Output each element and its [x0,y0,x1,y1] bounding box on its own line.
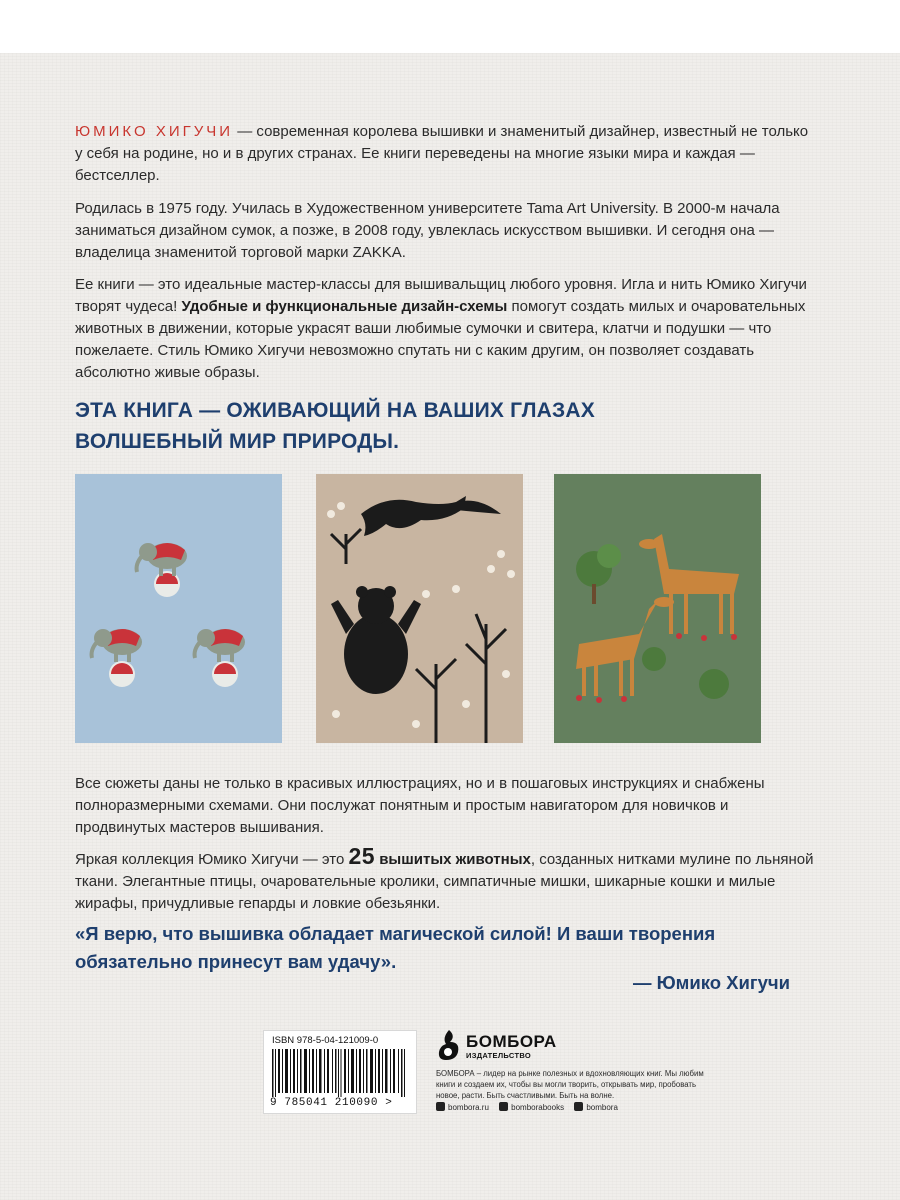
books-text-1: Ее книги — это идеальные мастер-классы для вышивальщиц любого уровня. Игла и нить Юмико Хигучи творят чудеса! [75,276,807,315]
telegram-icon [574,1102,583,1111]
headline-line-1: ЭТА КНИГА — ОЖИВАЮЩИЙ НА ВАШИХ ГЛАЗАХ [75,399,595,422]
books-bold: Удобные и функциональные дизайн-схемы [181,298,508,315]
publisher-subtitle: ИЗДАТЕЛЬСТВО [466,1051,531,1060]
collection-bold: вышитых животных [375,851,531,868]
publisher-social-links [436,1102,626,1112]
intro-paragraph [75,121,815,187]
barcode-digits: 9 785041 210090 > [270,1097,393,1109]
author-name: ЮМИКО ХИГУЧИ [75,123,234,140]
collection-text-1: Яркая коллекция Юмико Хигучи — это [75,851,349,868]
elephants-embroidery-image [75,474,282,743]
collection-number: 25 [348,843,376,869]
headline [75,395,835,457]
quote-line-2: обязательно принесут вам удачу». [75,951,397,972]
photo-giraffes [554,474,761,743]
intro-text: — современная королева вышивки и знаменитый дизайнер, известный не только у себя на родине, но и в других странах. Ее книги переведены на многие языки мира и каждая — бестселлер. [75,123,809,184]
photo-fox-bear [316,474,523,743]
bombora-logo-icon [436,1028,462,1062]
books-text-2: помогут создать милых и очаровательных животных в движении, которые украсят ваши любимые сумочки и свитера, клатчи и подушки — что пожелаете. Стиль Юмико Хигучи невозможно спутать ни с каким другим, он позволяет создавать абсолютно живые образы. [75,298,806,381]
fox-bear-embroidery-image [316,474,523,743]
photo-bg-1 [75,474,282,743]
instagram-icon [436,1102,445,1111]
bio-paragraph: Родилась в 1975 году. Училась в Художественном университете Tama Art University. В 2000-м начала заниматься дизайном сумок, а позже, в 2008 году, увлеклась искусством вышивки. И сегодня она — владелица знаменитой торговой марки ZAKKA. [75,200,780,261]
isbn-barcode-block [263,1030,417,1114]
publisher-name: БОМБОРА [466,1032,557,1051]
barcode-bars [272,1049,408,1097]
photo-elephants [75,474,282,743]
books-paragraph [75,274,815,384]
social-telegram[interactable]: bombora [574,1102,618,1112]
instructions-paragraph: Все сюжеты даны не только в красивых иллюстрациях, но и в пошаговых инструкциях и снабжены полноразмерными схемами. Они послужат понятным и простым навигатором для новичков и продвинутых мастеров вышивания. [75,775,765,836]
isbn-text: ISBN 978-5-04-121009-0 [272,1035,379,1046]
photo-bg-3 [554,474,761,743]
collection-paragraph [75,845,815,915]
collection-text-2: , созданных нитками мулине по льняной ткани. Элегантные птицы, очаровательные кролики, симпатичные мишки, шикарные кошки и милые жирафы, причудливые гепарды и ловкие обезьянки. [75,851,814,912]
headline-line-2: ВОЛШЕБНЫЙ МИР ПРИРОДЫ. [75,430,400,453]
publisher-description: БОМБОРА – лидер на рынке полезных и вдохновляющих книг. Мы любим книги и создаем их, чтобы вы могли творить, открывать мир, пробовать новое, расти. Быть счастливыми. Быть на волне. [436,1069,704,1100]
quote [75,920,835,976]
vk-icon [499,1102,508,1111]
social-vk[interactable]: bomborabooks [499,1102,564,1112]
quote-line-1: «Я верю, что вышивка обладает магической силой! И ваши творения [75,923,716,944]
giraffes-embroidery-image [554,474,761,743]
social-website[interactable]: bombora.ru [436,1102,489,1112]
quote-signature: — Юмико Хигучи [632,972,790,993]
